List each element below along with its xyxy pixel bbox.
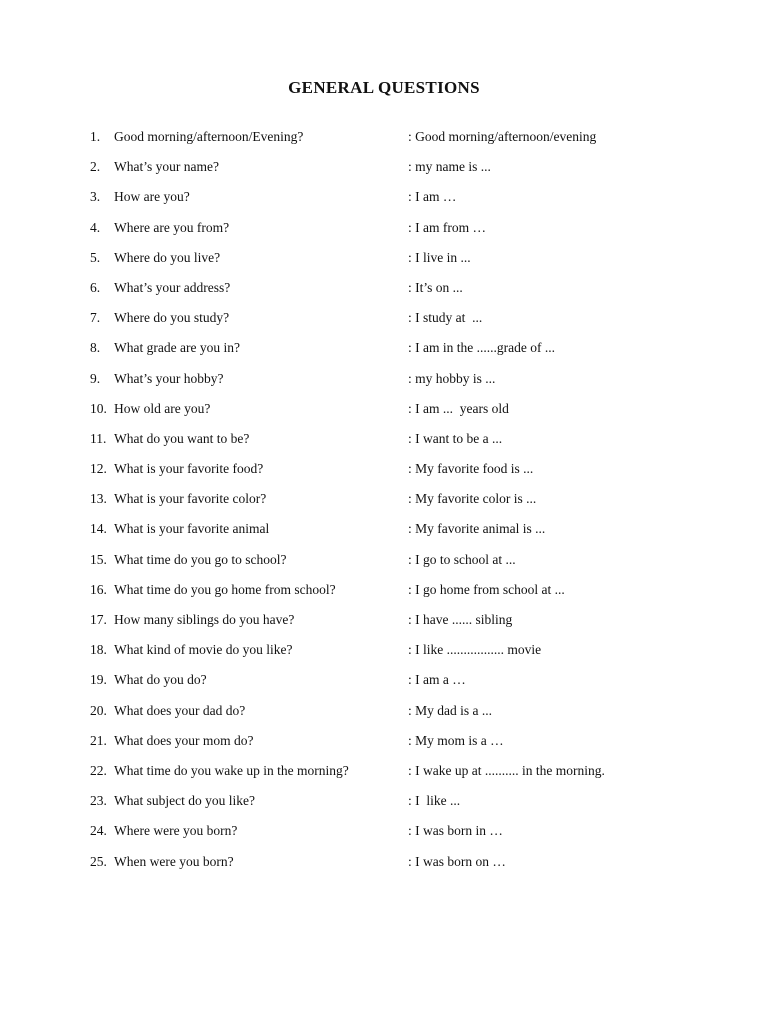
item-number: 15. <box>90 551 107 567</box>
question-text: Where do you live? <box>114 249 221 265</box>
item-number: 8. <box>90 340 101 356</box>
item-number: 14. <box>90 521 107 537</box>
list-item <box>0 307 768 337</box>
question-text: Where are you from? <box>114 219 230 235</box>
answer-text: : I go home from school at ... <box>408 581 565 597</box>
list-item <box>0 156 768 186</box>
answer-text: : I wake up at .......... in the morning. <box>408 762 605 778</box>
item-number: 17. <box>90 612 107 627</box>
answer-text: : I go to school at ... <box>408 551 516 567</box>
answer-text: : I like ................. movie <box>408 642 542 658</box>
list-item <box>0 730 768 760</box>
item-number: 7. <box>90 310 101 326</box>
question-text: When were you born? <box>114 853 234 869</box>
item-number: 18. <box>90 642 107 658</box>
list-item <box>0 126 768 156</box>
item-number: 20. <box>90 702 107 718</box>
question-text: What time do you go to school? <box>114 551 287 567</box>
answer-text: : My favorite color is ... <box>408 491 537 507</box>
item-number: 1. <box>90 129 101 144</box>
answer-text: : I want to be a ... <box>408 430 503 446</box>
answer-text: : I like ... <box>408 793 461 809</box>
list-item <box>0 669 768 699</box>
item-number: 3. <box>90 189 101 205</box>
question-text: What time do you wake up in the morning? <box>114 762 349 778</box>
list-item <box>0 639 768 669</box>
answer-text: : Good morning/afternoon/evening <box>408 129 597 144</box>
list-item <box>0 368 768 398</box>
item-number: 22. <box>90 762 107 778</box>
list-item <box>0 790 768 820</box>
list-item <box>0 277 768 307</box>
question-text: What is your favorite color? <box>114 491 267 507</box>
answer-text: : I am in the ......grade of ... <box>408 340 555 356</box>
item-number: 25. <box>90 853 107 869</box>
list-item <box>0 700 768 730</box>
item-number: 4. <box>90 219 101 235</box>
question-text: What is your favorite animal <box>114 521 270 537</box>
answer-text: : I am … <box>408 189 457 205</box>
question-text: How are you? <box>114 189 190 205</box>
list-item <box>0 579 768 609</box>
question-text: What do you do? <box>114 672 207 688</box>
item-number: 2. <box>90 159 101 175</box>
item-number: 21. <box>90 732 107 748</box>
answer-text: : my hobby is ... <box>408 370 496 386</box>
answer-text: : I was born on … <box>408 853 506 869</box>
item-number: 16. <box>90 581 107 597</box>
item-number: 6. <box>90 279 101 295</box>
answer-text: : I am ... years old <box>408 400 509 416</box>
list-item <box>0 217 768 247</box>
question-text: Where were you born? <box>114 823 238 839</box>
list-item <box>0 458 768 488</box>
question-text: What’s your hobby? <box>114 370 224 386</box>
question-text: What’s your name? <box>114 159 219 175</box>
answer-text: : My favorite food is ... <box>408 461 534 477</box>
item-number: 23. <box>90 793 107 809</box>
answer-text: : My dad is a ... <box>408 702 492 718</box>
list-item <box>0 760 768 790</box>
item-number: 5. <box>90 249 101 265</box>
answer-text: : my name is ... <box>408 159 491 175</box>
list-item <box>0 398 768 428</box>
answer-text: : I study at ... <box>408 310 483 326</box>
list-item <box>0 247 768 277</box>
list-item <box>0 488 768 518</box>
answer-text: : I am from … <box>408 219 486 235</box>
answer-text: : I was born in … <box>408 823 503 839</box>
item-number: 12. <box>90 461 107 477</box>
answer-text: : I live in ... <box>408 249 471 265</box>
question-text: What kind of movie do you like? <box>114 642 293 658</box>
item-number: 19. <box>90 672 107 688</box>
item-number: 24. <box>90 823 107 839</box>
answer-text: : It’s on ... <box>408 279 463 295</box>
list-item <box>0 337 768 367</box>
item-number: 11. <box>90 430 107 446</box>
question-text: What time do you go home from school? <box>114 581 336 597</box>
answer-text: : I am a … <box>408 672 466 688</box>
answer-text: : I have ...... sibling <box>408 612 513 627</box>
item-number: 10. <box>90 400 107 416</box>
question-text: What subject do you like? <box>114 793 255 809</box>
list-item <box>0 609 768 639</box>
question-text: What does your dad do? <box>114 702 246 718</box>
item-number: 9. <box>90 370 101 386</box>
list-item <box>0 428 768 458</box>
list-item <box>0 186 768 216</box>
question-text: What’s your address? <box>114 279 231 295</box>
list-item <box>0 549 768 579</box>
question-text: How many siblings do you have? <box>114 612 295 627</box>
page-title: GENERAL QUESTIONS <box>288 78 480 97</box>
list-item <box>0 820 768 850</box>
question-text: Where do you study? <box>114 310 230 326</box>
list-item <box>0 851 768 881</box>
question-list <box>0 126 768 881</box>
question-text: Good morning/afternoon/Evening? <box>114 129 304 144</box>
question-text: What grade are you in? <box>114 340 240 356</box>
list-item <box>0 518 768 548</box>
item-number: 13. <box>90 491 107 507</box>
question-text: What do you want to be? <box>114 430 250 446</box>
question-text: How old are you? <box>114 400 211 416</box>
answer-text: : My mom is a … <box>408 732 504 748</box>
question-text: What is your favorite food? <box>114 461 264 477</box>
question-text: What does your mom do? <box>114 732 254 748</box>
answer-text: : My favorite animal is ... <box>408 521 546 537</box>
